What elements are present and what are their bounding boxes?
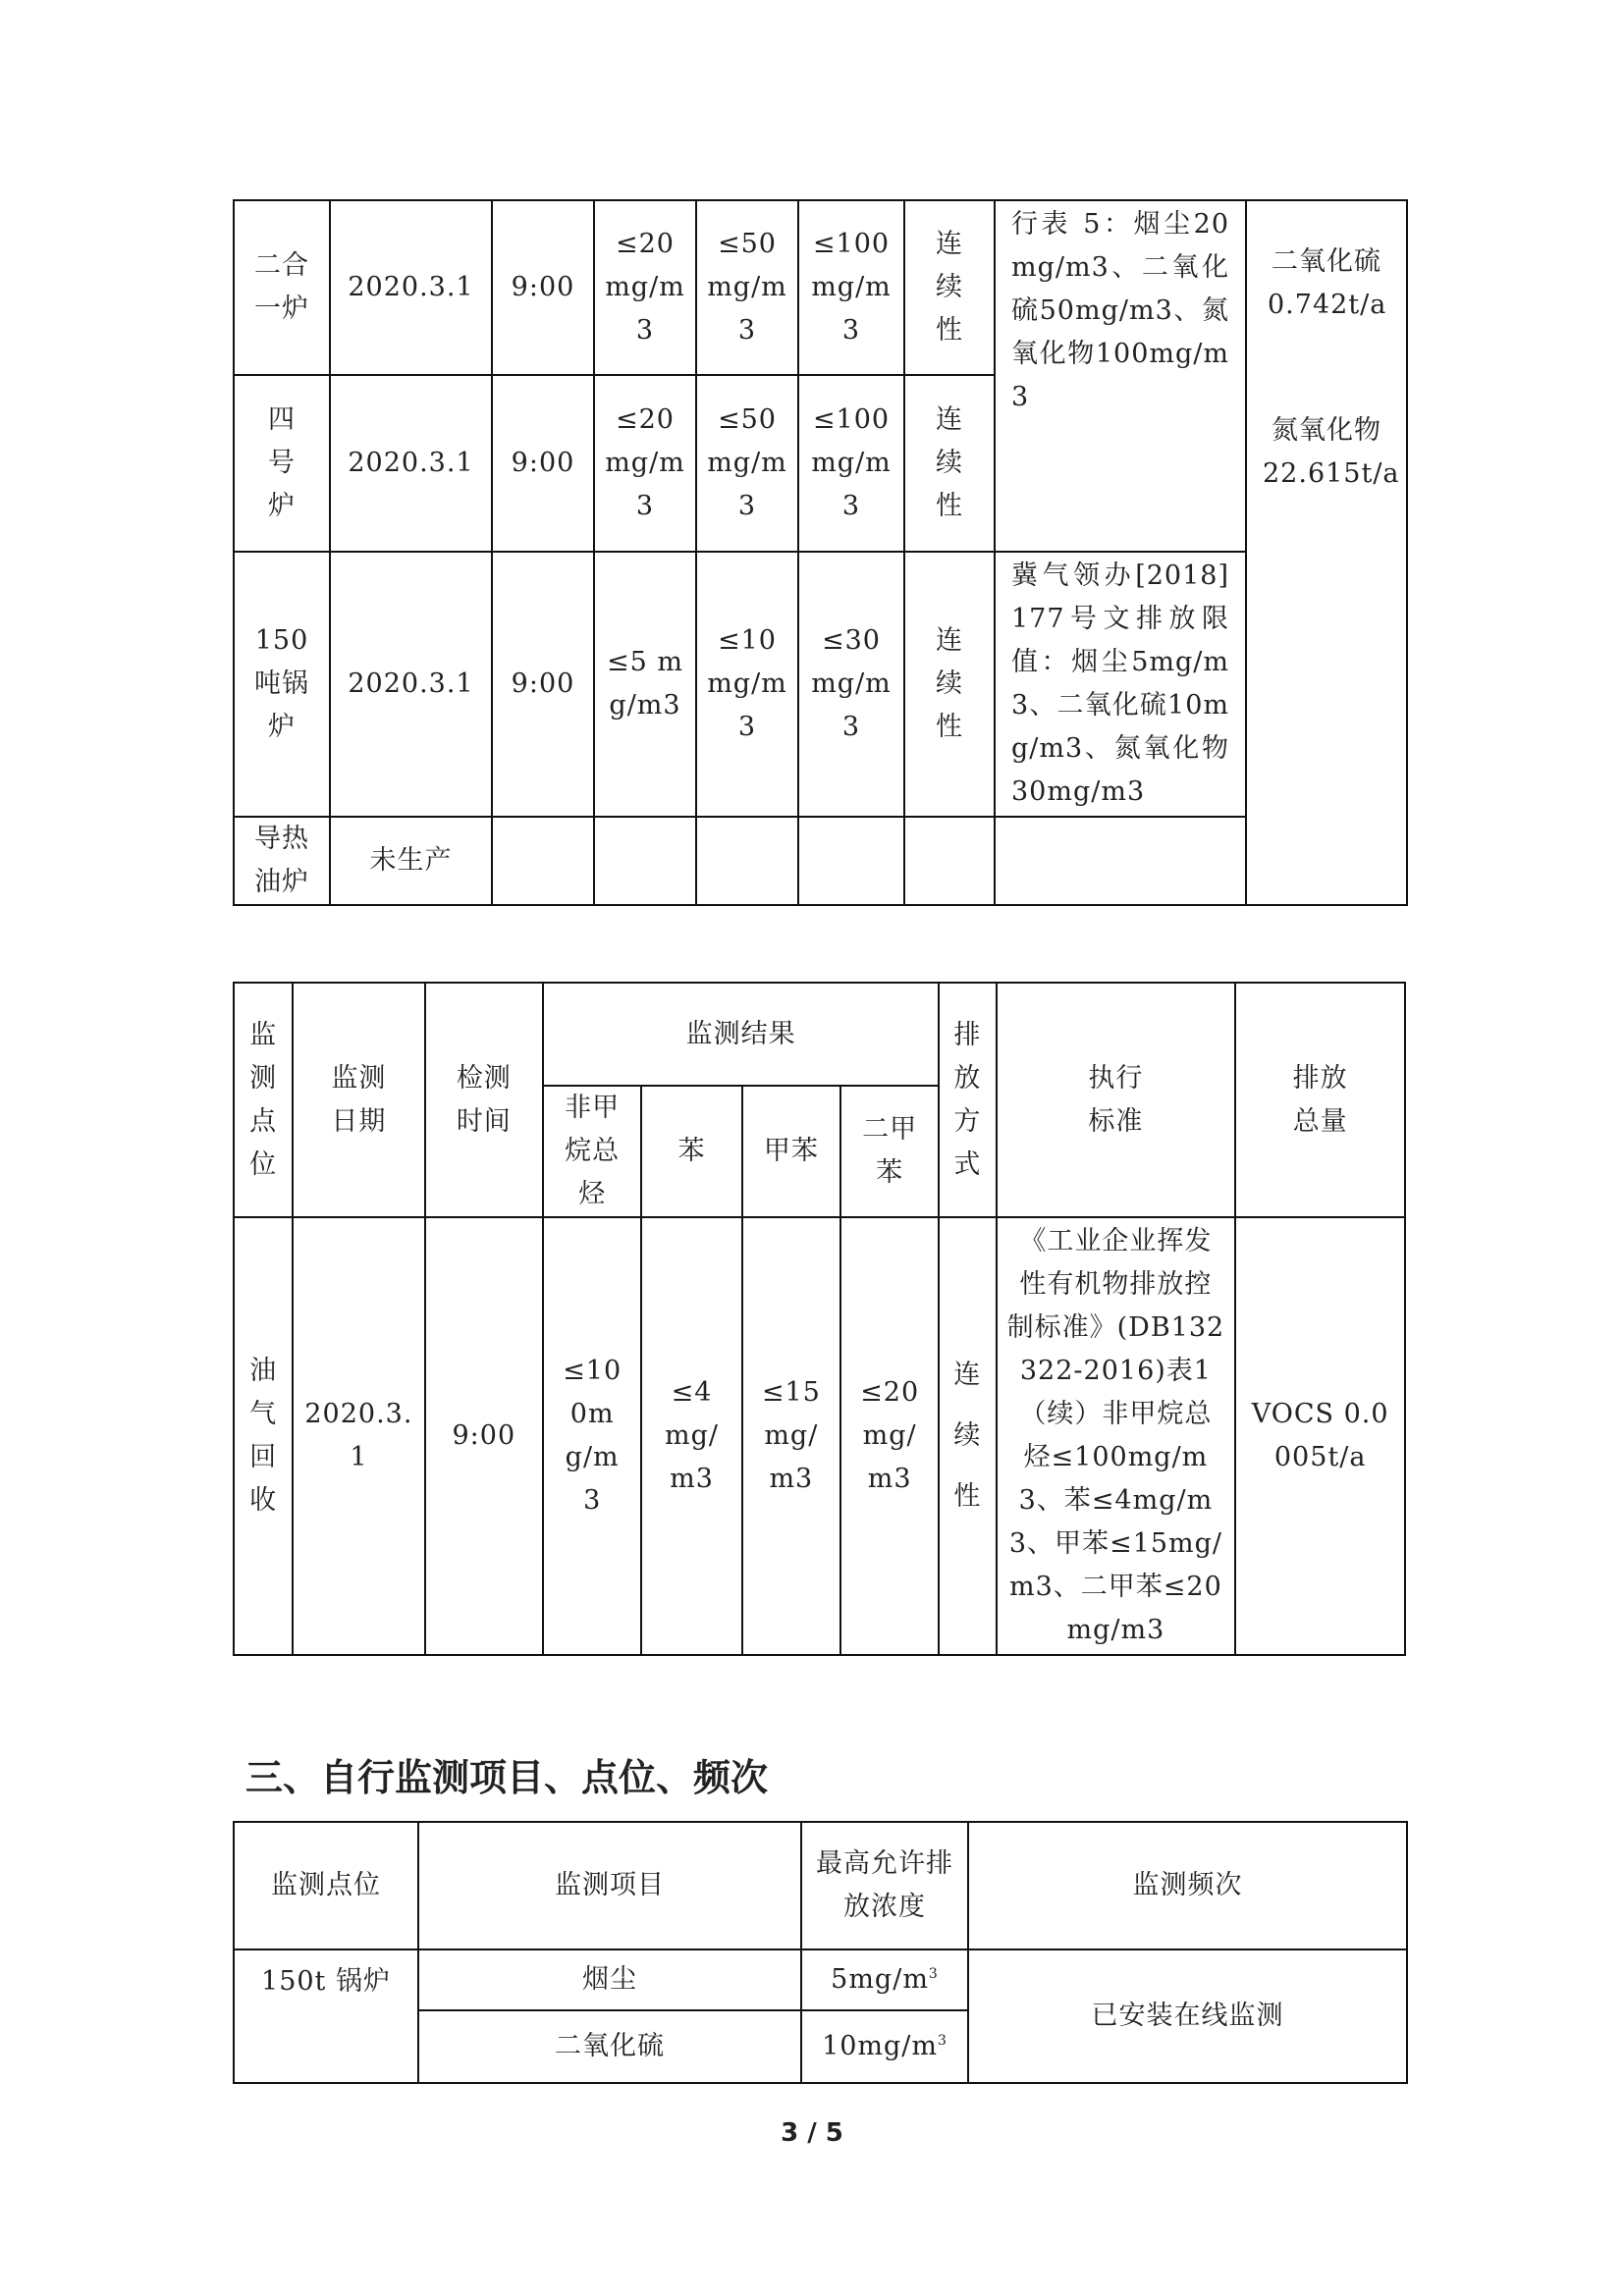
time-cell: 9:00 <box>492 200 594 375</box>
emission-table-vocs <box>233 982 1406 1656</box>
mode-cell <box>904 817 995 905</box>
header-results: 监测结果 <box>543 983 939 1086</box>
time-cell: 9:00 <box>492 375 594 552</box>
mode-cell: 连续性 <box>904 375 995 552</box>
limit-cell: $5mg/m^3$ <box>801 1949 968 2010</box>
section-heading: 三、自行监测项目、点位、频次 <box>245 1756 769 1799</box>
date-cell: 2020.3.1 <box>330 375 492 552</box>
total-cell: 二氧化硫0.742t/a 氮氧化物22.615t/a <box>1246 200 1407 905</box>
header-point: 监测点位 <box>234 983 293 1217</box>
item-cell: 二氧化硫 <box>418 2010 801 2083</box>
standard-cell: 行表 5：烟尘20mg/m3、二氧化硫50mg/m3、氮氧化物100mg/m3 <box>995 200 1246 552</box>
header-toluene: 甲苯 <box>742 1086 840 1217</box>
value-cell: ≤100 mg/m3 <box>798 200 904 375</box>
header-frequency: 监测频次 <box>968 1822 1407 1949</box>
value-cell: ≤10 mg/m3 <box>696 552 798 817</box>
point-cell: 导热油炉 <box>234 817 330 905</box>
limit-cell: $10mg/m^3$ <box>801 2010 968 2083</box>
header-time: 检测时间 <box>425 983 543 1217</box>
point-cell: 二合一炉 <box>234 200 330 375</box>
header-date: 监测日期 <box>293 983 424 1217</box>
header-total: 排放总量 <box>1235 983 1405 1217</box>
header-nmhc: 非甲烷总烃 <box>543 1086 641 1217</box>
point-cell: 四号炉 <box>234 375 330 552</box>
point-cell: 油气回收 <box>234 1217 293 1655</box>
value-cell <box>798 817 904 905</box>
item-cell: 烟尘 <box>418 1949 801 2010</box>
header-standard: 执行标准 <box>997 983 1236 1217</box>
header-mode: 排放方式 <box>939 983 996 1217</box>
header-benzene: 苯 <box>641 1086 741 1217</box>
time-cell <box>492 817 594 905</box>
standard-cell: 《工业企业挥发性有机物排放控制标准》(DB132322-2016)表1（续）非甲烷总烃≤100mg/m3、苯≤4mg/m3、甲苯≤15mg/m3、二甲苯≤20mg/m3 <box>997 1217 1236 1655</box>
standard-cell <box>995 817 1246 905</box>
total-cell: VOCS 0.0005t/a <box>1235 1217 1405 1655</box>
value-cell: ≤100 mg/m3 <box>798 375 904 552</box>
mode-cell: 连续性 <box>939 1217 996 1655</box>
value-cell <box>696 817 798 905</box>
value-cell: ≤20 mg/m3 <box>594 375 696 552</box>
value-cell: ≤20mg/m3 <box>840 1217 939 1655</box>
mode-cell: 连续性 <box>904 552 995 817</box>
point-cell: 150t 锅炉 <box>234 1949 418 2083</box>
header-limit: 最高允许排放浓度 <box>801 1822 968 1949</box>
emission-table-boilers <box>233 199 1408 906</box>
value-cell: ≤5 mg/m3 <box>594 552 696 817</box>
point-cell: 150吨锅炉 <box>234 552 330 817</box>
header-xylene: 二甲苯 <box>840 1086 939 1217</box>
self-monitoring-table <box>233 1821 1408 2084</box>
header-item: 监测项目 <box>418 1822 801 1949</box>
mode-cell: 连续性 <box>904 200 995 375</box>
value-cell: ≤50 mg/m3 <box>696 375 798 552</box>
value-cell <box>594 817 696 905</box>
date-cell: 未生产 <box>330 817 492 905</box>
date-cell: 2020.3.1 <box>330 200 492 375</box>
frequency-cell: 已安装在线监测 <box>968 1949 1407 2083</box>
page-number: 3 / 5 <box>781 2118 843 2148</box>
value-cell: ≤50 mg/m3 <box>696 200 798 375</box>
value-cell: ≤4mg/m3 <box>641 1217 741 1655</box>
value-cell: ≤15mg/m3 <box>742 1217 840 1655</box>
date-cell: 2020.3.1 <box>330 552 492 817</box>
time-cell: 9:00 <box>425 1217 543 1655</box>
header-point: 监测点位 <box>234 1822 418 1949</box>
standard-cell: 冀气领办[2018]177号文排放限值：烟尘5mg/m3、二氧化硫10mg/m3、氮氧化物30mg/m3 <box>995 552 1246 817</box>
value-cell: ≤20 mg/m3 <box>594 200 696 375</box>
time-cell: 9:00 <box>492 552 594 817</box>
value-cell: ≤30 mg/m3 <box>798 552 904 817</box>
value-cell: ≤100mg/m3 <box>543 1217 641 1655</box>
date-cell: 2020.3.1 <box>293 1217 424 1655</box>
